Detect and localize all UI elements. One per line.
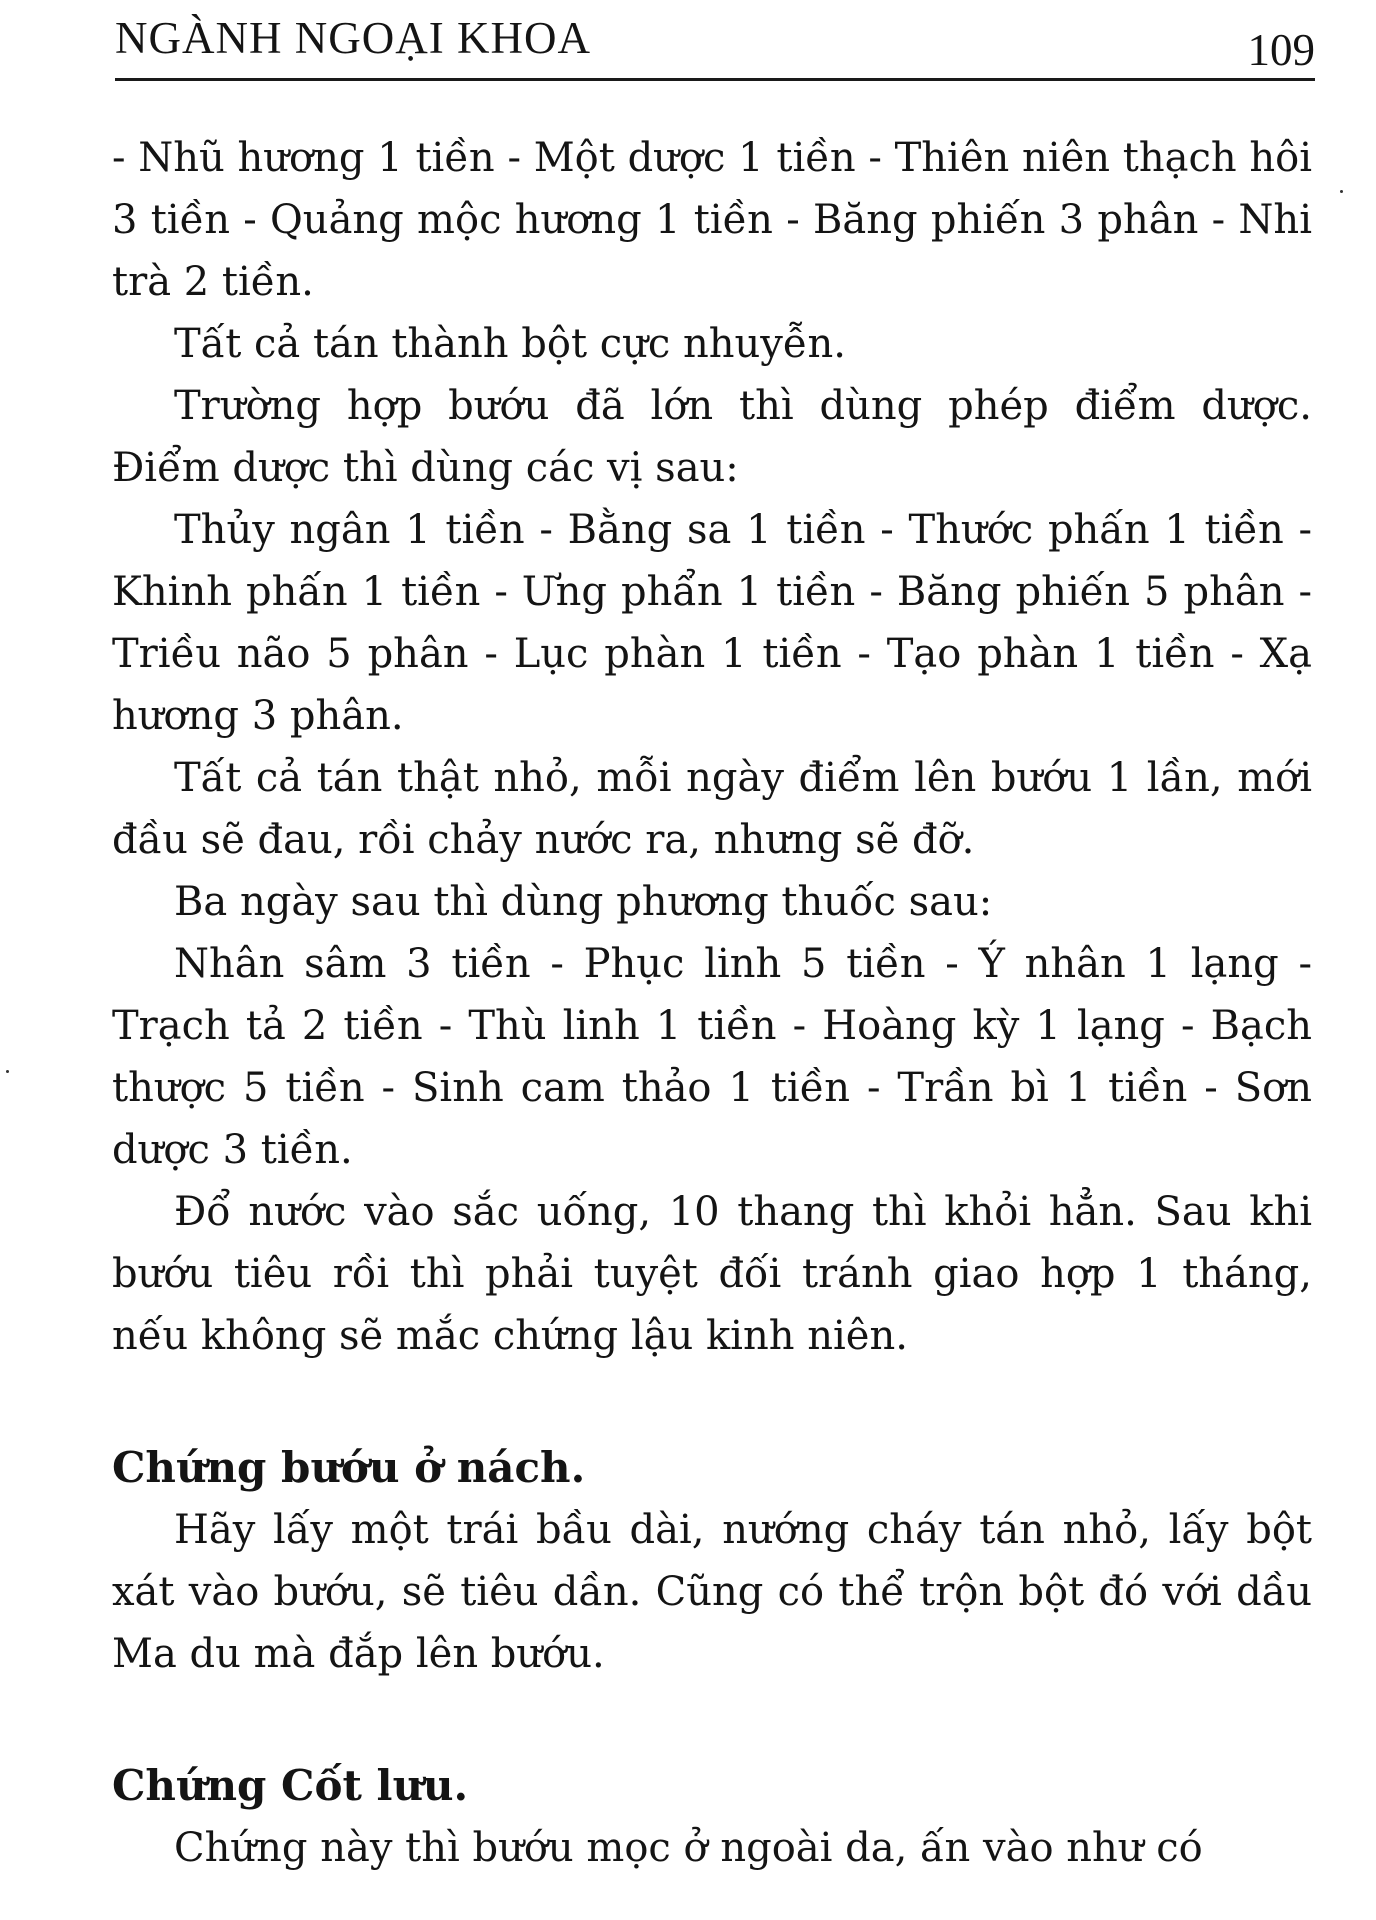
paragraph: - Nhũ hương 1 tiền - Một dược 1 tiền - Thiên niên thạch hôi 3 tiền - Quảng mộc hương 1 tiền - Băng phiến 3 phân - Nhi trà 2 tiền. [112,135,1312,305]
section-heading: Chứng Cốt lưu. [112,1761,469,1810]
scan-speck [1340,190,1343,193]
running-header [115,8,1315,75]
header-rule [115,78,1315,81]
paragraph: Chứng này thì bướu mọc ở ngoài da, ấn vào như có [174,1825,1203,1871]
paragraph: Nhân sâm 3 tiền - Phục linh 5 tiền - Ý nhân 1 lạng - Trạch tả 2 tiền - Thù linh 1 tiền - Hoàng kỳ 1 lạng - Bạch thược 5 tiền - Sinh cam thảo 1 tiền - Trần bì 1 tiền - Sơn dược 3 tiền. [112,941,1312,1173]
section-gap [112,1685,1312,1755]
paragraph: Ba ngày sau thì dùng phương thuốc sau: [174,879,993,925]
body-text [112,127,1312,1879]
page-number: 109 [1247,25,1315,75]
paragraph: Trường hợp bướu đã lớn thì dùng phép điểm dược. Điểm dược thì dùng các vị sau: [112,383,1312,491]
paragraph: Hãy lấy một trái bầu dài, nướng cháy tán nhỏ, lấy bột xát vào bướu, sẽ tiêu dần. Cũng có thể trộn bột đó với dầu Ma du mà đắp lên bướu. [112,1507,1312,1677]
paragraph: Đổ nước vào sắc uống, 10 thang thì khỏi hẳn. Sau khi bướu tiêu rồi thì phải tuyệt đối tránh giao hợp 1 tháng, nếu không sẽ mắc chứng lậu kinh niên. [112,1189,1312,1359]
section-gap [112,1367,1312,1437]
paragraph: Thủy ngân 1 tiền - Bằng sa 1 tiền - Thước phấn 1 tiền - Khinh phấn 1 tiền - Ưng phẩn 1 tiền - Băng phiến 5 phân - Triều não 5 phân - Lục phàn 1 tiền - Tạo phàn 1 tiền - Xạ hương 3 phân. [112,507,1312,739]
chapter-title: NGÀNH NGOẠI KHOA [115,13,591,63]
section-heading: Chứng bướu ở nách. [112,1443,586,1492]
paragraph: Tất cả tán thành bột cực nhuyễn. [174,321,846,367]
paragraph: Tất cả tán thật nhỏ, mỗi ngày điểm lên bướu 1 lần, mới đầu sẽ đau, rồi chảy nước ra, nhưng sẽ đỡ. [112,755,1312,863]
scan-speck [6,1070,9,1073]
